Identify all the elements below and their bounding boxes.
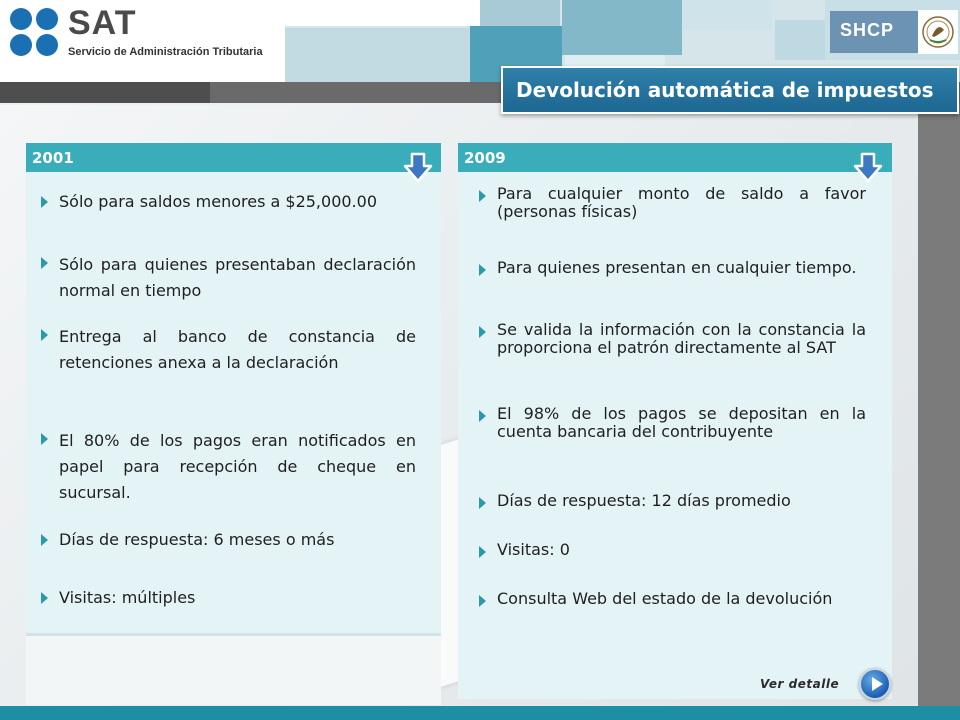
sat-logo-subtitle: Servicio de Administración Tributaria xyxy=(68,46,263,58)
bullet-icon xyxy=(41,592,48,604)
bullet-icon xyxy=(479,190,486,202)
bullet-icon xyxy=(41,257,48,269)
bullet-icon xyxy=(479,546,486,558)
page-title: Devolución automática de impuestos xyxy=(516,78,934,102)
list-item: Sólo para saldos menores a $25,000.00 xyxy=(59,191,416,212)
bullet-icon xyxy=(479,497,486,509)
sat-logo[interactable] xyxy=(8,6,283,64)
ver-detalle-link[interactable]: Ver detalle xyxy=(760,677,840,691)
list-item: Para quienes presentan en cualquier tiempo. xyxy=(497,259,866,277)
page-title-banner xyxy=(501,66,959,114)
down-arrow-icon[interactable] xyxy=(402,152,434,184)
panel-2001-header xyxy=(26,143,441,172)
panel-2009-year: 2009 xyxy=(464,149,506,167)
right-gray-bar xyxy=(918,103,960,708)
shcp-logo[interactable] xyxy=(830,11,918,53)
shcp-text: SHCP xyxy=(840,20,895,40)
bullet-icon xyxy=(479,326,486,338)
list-item: Sólo para quienes presentaban declaración normal en tiempo xyxy=(59,252,416,304)
mexico-coat-of-arms-icon xyxy=(918,10,958,54)
panel-2001 xyxy=(26,143,441,633)
panel-2001-footer xyxy=(26,633,441,705)
bullet-icon xyxy=(479,264,486,276)
bullet-icon xyxy=(41,329,48,341)
list-item: Se valida la información con la constancia la proporciona el patrón directamente al SAT xyxy=(497,321,866,357)
panel-2009-header xyxy=(458,143,892,172)
panel-2001-year: 2001 xyxy=(32,149,74,167)
list-item: Días de respuesta: 6 meses o más xyxy=(59,529,416,550)
list-item: El 80% de los pagos eran notificados en papel para recepción de cheque en sucursal. xyxy=(59,428,416,506)
list-item: Visitas: múltiples xyxy=(59,587,416,608)
bullet-icon xyxy=(41,196,48,208)
list-item: Días de respuesta: 12 días promedio xyxy=(497,492,866,510)
play-icon[interactable] xyxy=(859,668,891,700)
down-arrow-icon[interactable] xyxy=(852,152,884,184)
list-item: Entrega al banco de constancia de retenciones anexa a la declaración xyxy=(59,324,416,376)
list-item: Para cualquier monto de saldo a favor (personas físicas) xyxy=(497,185,866,221)
bullet-icon xyxy=(41,433,48,445)
sat-logo-text: SAT xyxy=(68,4,137,42)
list-item: Visitas: 0 xyxy=(497,541,866,559)
sat-dots-icon xyxy=(10,8,62,60)
list-item: El 98% de los pagos se depositan en la cuenta bancaria del contribuyente xyxy=(497,405,866,441)
bottom-band xyxy=(0,706,960,720)
bullet-icon xyxy=(479,595,486,607)
list-item: Consulta Web del estado de la devolución xyxy=(497,590,866,608)
bullet-icon xyxy=(479,410,486,422)
bullet-icon xyxy=(41,534,48,546)
